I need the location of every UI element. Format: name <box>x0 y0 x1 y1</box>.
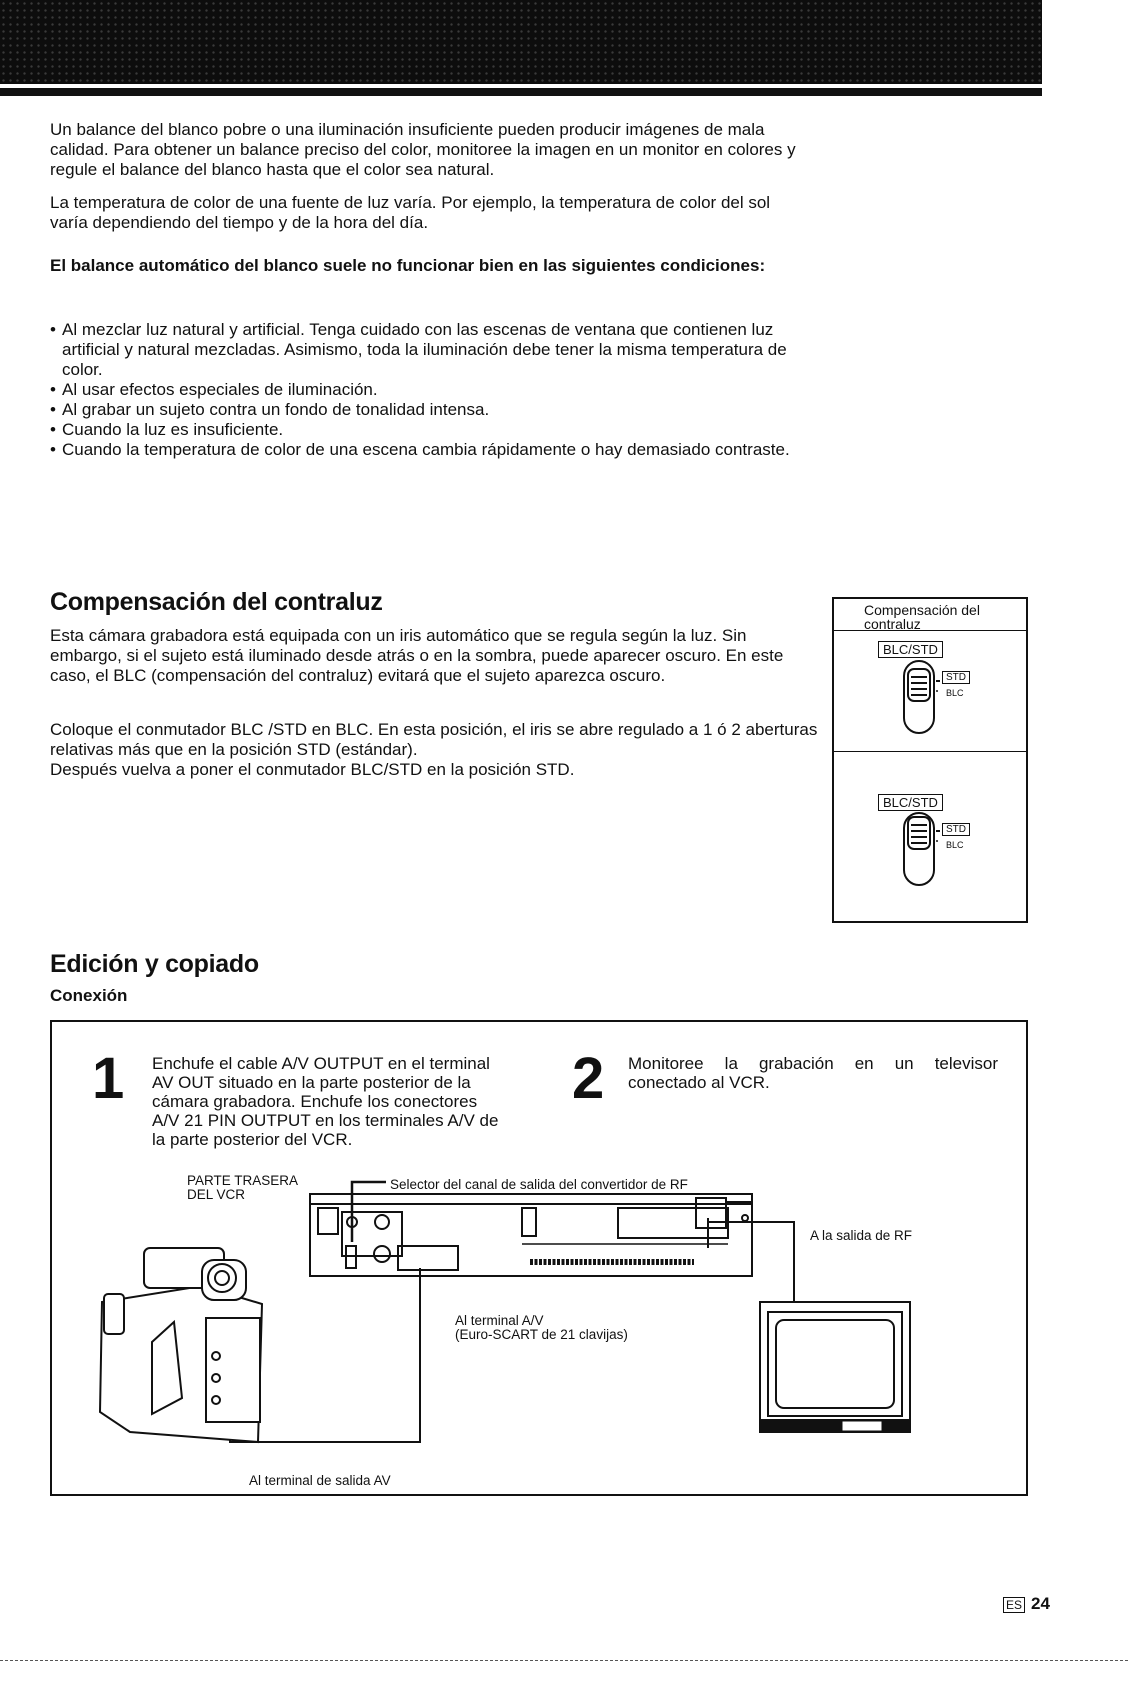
blc-section-title: Compensación del contraluz <box>50 588 383 616</box>
list-item: • Al mezclar luz natural y artificial. Tenga cuidado con las escenas de ventana que contienen luz artificial y natural mezcladas. Asimismo, toda la iluminación debe tener la misma temperatura de color. <box>50 320 820 380</box>
conditions-heading: El balance automático del blanco suele no funcionar bien en las siguientes condiciones: <box>50 256 766 275</box>
edit-section-title: Edición y copiado <box>50 950 259 978</box>
camcorder-icon <box>100 1248 262 1442</box>
blc-switch-std-icon <box>900 657 980 737</box>
switch-label-top: BLC/STD <box>878 641 943 658</box>
step-2-text: Monitoree la grabación en un televisor conectado al VCR. <box>628 1054 998 1092</box>
bottom-dash-line <box>0 1660 1128 1661</box>
list-item: • Al grabar un sujeto contra un fondo de tonalidad intensa. <box>50 400 820 420</box>
blc-paragraph-3: Después vuelva a poner el conmutador BLC/STD en la posición STD. <box>50 760 575 779</box>
edit-subtitle: Conexión <box>50 986 128 1005</box>
label-av-out: Al terminal de salida AV <box>249 1473 391 1488</box>
intro-paragraph-1: Un balance del blanco pobre o una iluminación insuficiente pueden producir imágenes de mala calidad. Para obtener un balance preciso del color, monitoree la imagen en un monitor en colores y regule el balance del blanco hasta que el color sea natural. <box>50 120 796 179</box>
blc-mark-top: BLC <box>946 688 964 698</box>
page-number <box>1003 1594 1050 1614</box>
label-rear-vcr-1: PARTE TRASERA <box>187 1173 299 1188</box>
television-icon <box>760 1302 910 1432</box>
switch-label-bottom: BLC/STD <box>878 794 943 811</box>
blc-paragraph-2: Coloque el conmutador BLC /STD en BLC. En esta posición, el iris se abre regulado a 1 ó 2 aberturas relativas más que en la posición STD (estándar). <box>50 720 818 759</box>
std-mark-top: STD <box>942 671 970 684</box>
blc-switch-blc-icon <box>900 809 980 889</box>
label-av-terminal-1: Al terminal A/V <box>455 1313 544 1328</box>
step-2-number: 2 <box>572 1046 605 1111</box>
page-number-value: 24 <box>1031 1594 1050 1613</box>
header-rule <box>0 88 1042 96</box>
list-item: • Al usar efectos especiales de iluminación. <box>50 380 820 400</box>
blc-box-header: Compensación del contraluz <box>834 599 1026 631</box>
list-item: • Cuando la temperatura de color de una escena cambia rápidamente o hay demasiado contraste. <box>50 440 820 460</box>
connection-box <box>50 1020 1028 1496</box>
blc-mark-bottom: BLC <box>946 840 964 850</box>
label-rf-out: A la salida de RF <box>810 1228 913 1243</box>
intro-paragraph-2: La temperatura de color de una fuente de luz varía. Por ejemplo, la temperatura de color del sol varía dependiendo del tiempo y de la hora del día. <box>50 193 771 232</box>
label-rf-selector: Selector del canal de salida del convertidor de RF <box>390 1177 688 1192</box>
conditions-list <box>50 320 820 460</box>
list-item: • Cuando la luz es insuficiente. <box>50 420 820 440</box>
language-badge: ES <box>1003 1597 1025 1613</box>
blc-paragraph-1: Esta cámara grabadora está equipada con un iris automático que se regula según la luz. Sin embargo, si el sujeto está iluminado desde atrás o en la sombra, puede aparecer oscuro. En este caso, el BLC (compensación del contraluz) evitará que el sujeto aparezca oscuro. <box>50 626 784 685</box>
step-1-number: 1 <box>92 1046 125 1111</box>
label-av-terminal-2: (Euro-SCART de 21 clavijas) <box>455 1327 628 1342</box>
connection-diagram <box>52 1022 1026 1494</box>
label-rear-vcr-2: DEL VCR <box>187 1187 246 1202</box>
std-mark-bottom: STD <box>942 823 970 836</box>
box-divider <box>834 751 1026 752</box>
step-1-text: Enchufe el cable A/V OUTPUT en el terminal AV OUT situado en la parte posterior de la cámara grabadora. Enchufe los conectores A/V 21 PIN OUTPUT en los terminales A/V de la parte posterior del VCR. <box>152 1054 499 1149</box>
header-banner <box>0 0 1042 84</box>
blc-diagram-box <box>832 597 1028 923</box>
